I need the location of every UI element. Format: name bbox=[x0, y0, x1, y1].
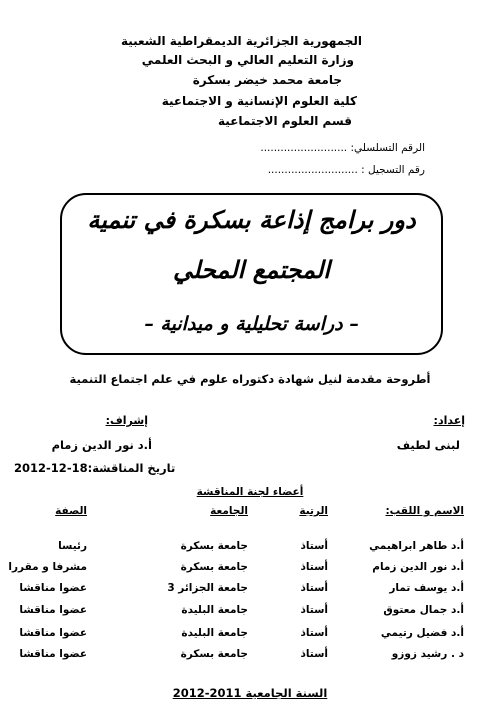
defense-date: تاريخ المناقشة:18-12-2012 bbox=[14, 461, 176, 475]
thesis-title-box bbox=[60, 193, 443, 355]
member-name: أ.د جمال معتوق bbox=[383, 604, 464, 616]
member-university: جامعة البليدة bbox=[181, 604, 248, 616]
member-rank: أستاذ bbox=[300, 540, 328, 552]
member-role: عضوا مناقشا bbox=[19, 648, 87, 660]
member-name: أ.د نور الدين زمام bbox=[372, 561, 464, 573]
member-role: رئيسا bbox=[58, 540, 87, 552]
academic-year: السنة الجامعية 2011-2012 bbox=[172, 686, 328, 700]
committee-title: أعضاء لجنة المناقشة bbox=[196, 486, 304, 498]
thesis-title-line-1: دور برامج إذاعة بسكرة في تنمية bbox=[87, 205, 416, 234]
member-role: مشرفا و مقررا bbox=[8, 561, 87, 573]
member-name: أ.د فضيل رتيمي bbox=[380, 627, 464, 639]
member-name: د . رشيد زوزو bbox=[391, 648, 464, 660]
thesis-subtitle-line: – دراسة تحليلية و ميدانية – bbox=[144, 313, 359, 335]
column-header-rank: الرتبة bbox=[299, 505, 328, 517]
column-header-university: الجامعة bbox=[210, 505, 248, 517]
column-header-role: الصفة bbox=[55, 505, 87, 517]
member-name: أ.د يوسف تمار bbox=[389, 582, 464, 594]
member-role: عضوا مناقشا bbox=[19, 604, 87, 616]
ministry-name: وزارة التعليم العالي و البحث العلمي bbox=[141, 53, 354, 67]
registration-number-field: رقم التسجيل : ........................... bbox=[267, 164, 425, 176]
faculty-name: كلية العلوم الإنسانية و الاجتماعية bbox=[161, 94, 357, 108]
column-header-name: الاسم و اللقب: bbox=[385, 505, 464, 517]
member-rank: أستاذ bbox=[300, 561, 328, 573]
university-name: جامعة محمد خيضر بسكرة bbox=[192, 73, 342, 87]
supervisor-name: أ.د نور الدين زمام bbox=[51, 438, 152, 452]
thesis-purpose: أطروحة مقدمة لنيل شهادة دكتوراه علوم في علم اجتماع التنمية bbox=[69, 372, 431, 386]
member-rank: أستاذ bbox=[300, 648, 328, 660]
member-name: أ.د طاهر ابراهيمي bbox=[369, 540, 464, 552]
supervisor-label: إشراف: bbox=[105, 414, 148, 427]
member-role: عضوا مناقشا bbox=[19, 627, 87, 639]
member-role: عضوا مناقشا bbox=[19, 582, 87, 594]
department-name: قسم العلوم الاجتماعية bbox=[218, 114, 352, 128]
member-university: جامعة البليدة bbox=[181, 627, 248, 639]
member-rank: أستاذ bbox=[300, 582, 328, 594]
member-university: جامعة بسكرة bbox=[180, 648, 248, 660]
member-university: جامعة بسكرة bbox=[180, 561, 248, 573]
member-rank: أستاذ bbox=[300, 627, 328, 639]
prepared-by-label: إعداد: bbox=[433, 414, 465, 427]
republic-name: الجمهورية الجزائرية الديمقراطية الشعبية bbox=[120, 34, 362, 48]
thesis-title-line-2: المجتمع المحلي bbox=[173, 255, 330, 284]
member-university: جامعة بسكرة bbox=[180, 540, 248, 552]
serial-number-field: الرقم التسلسلي: .......................... bbox=[260, 142, 425, 154]
member-rank: أستاذ bbox=[300, 604, 328, 616]
member-university: جامعة الجزائر 3 bbox=[167, 582, 248, 594]
student-name: لبنى لطيف bbox=[396, 438, 460, 452]
